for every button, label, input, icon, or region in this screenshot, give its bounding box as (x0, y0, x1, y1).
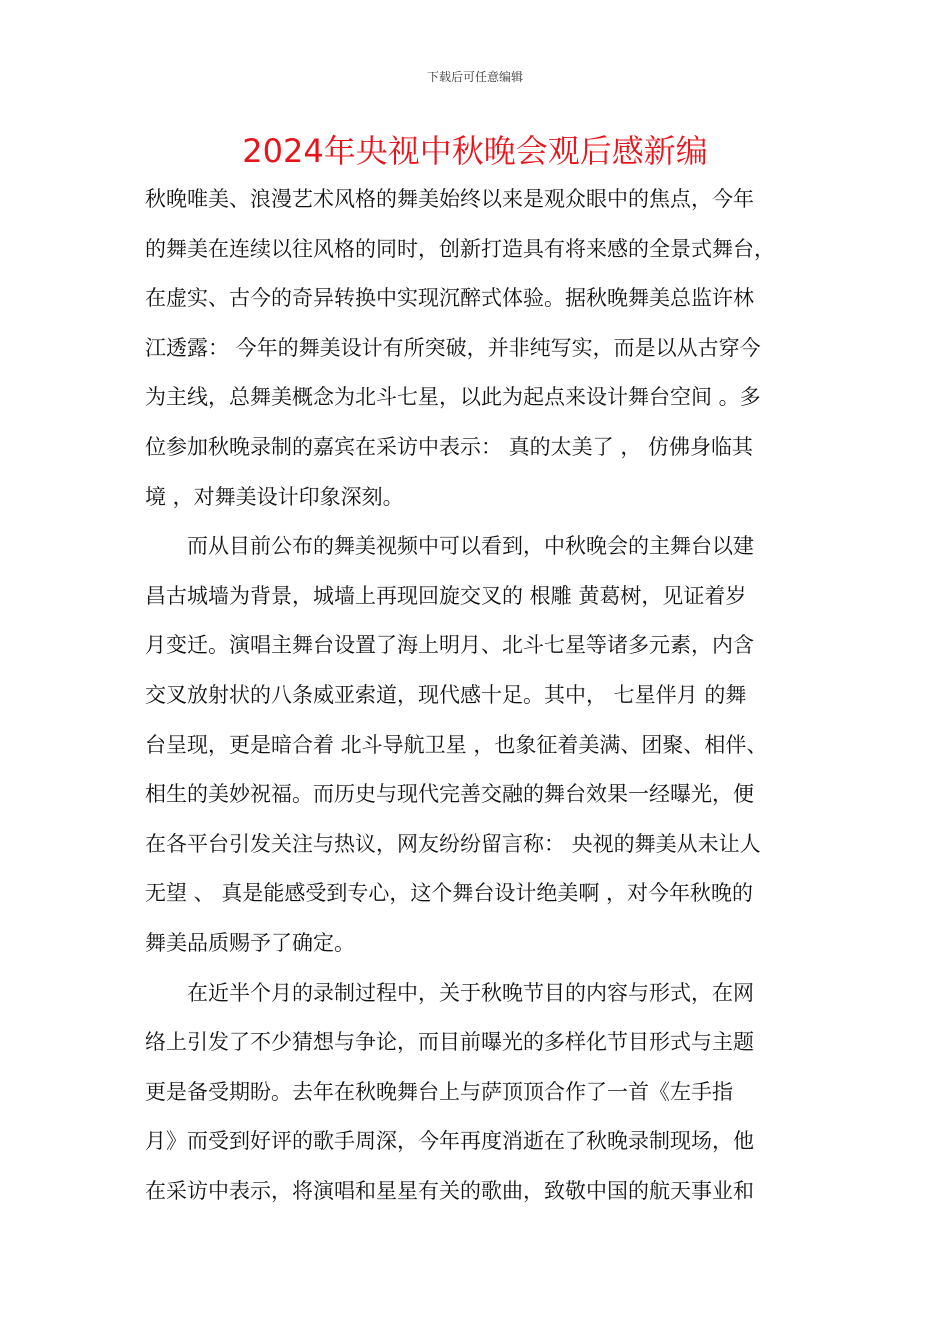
text-line: 江透露： 今年的舞美设计有所突破，并非纯写实，而是以从古穿今 (145, 335, 761, 360)
text-line: 境 ，对舞美设计印象深刻。 (145, 484, 404, 509)
paragraph-2 (145, 522, 807, 968)
text-line: 在近半个月的录制过程中，关于秋晚节目的内容与形式，在网 (187, 980, 754, 1005)
text-line: 在虚实、古今的奇异转换中实现沉醉式体验。据秋晚舞美总监许林 (145, 286, 754, 311)
text-line: 更是备受期盼。去年在秋晚舞台上与萨顶顶合作了一首《左手指 (145, 1079, 733, 1104)
paragraph-1 (145, 175, 807, 522)
text-line: 月变迁。演唱主舞台设置了海上明月、北斗七星等诸多元素，内含 (145, 633, 754, 658)
paragraph-3 (145, 969, 807, 1217)
text-line: 而从目前公布的舞美视频中可以看到，中秋晚会的主舞台以建 (187, 534, 754, 559)
document-title: 2024年央视中秋晚会观后感新编 (242, 132, 708, 170)
text-line: 月》而受到好评的歌手周深，今年再度消逝在了秋晚录制现场，他 (145, 1129, 754, 1154)
text-line: 交叉放射状的八条威亚索道，现代感十足。其中， 七星伴月 的舞 (145, 682, 747, 707)
text-line: 为主线，总舞美概念为北斗七星，以此为起点来设计舞台空间 。多 (145, 385, 761, 410)
text-line: 舞美品质赐予了确定。 (145, 930, 355, 955)
text-line: 在各平台引发关注与热议，网友纷纷留言称： 央视的舞美从未让人 (145, 831, 761, 856)
text-line: 台呈现，更是暗合着 北斗导航卫星 ，也象征着美满、团聚、相伴、 (145, 732, 768, 757)
text-line: 的舞美在连续以往风格的同时，创新打造具有将来感的全景式舞台， (145, 236, 775, 261)
text-line: 昌古城墙为背景，城墙上再现回旋交叉的 根雕 黄葛树，见证着岁 (145, 583, 747, 608)
text-line: 络上引发了不少猜想与争论，而目前曝光的多样化节目形式与主题 (145, 1030, 754, 1055)
text-line: 位参加秋晚录制的嘉宾在采访中表示： 真的太美了 ， 仿佛身临其 (145, 434, 754, 459)
text-line: 无望 、 真是能感受到专心，这个舞台设计绝美啊 ，对今年秋晚的 (145, 881, 754, 906)
text-line: 秋晚唯美、浪漫艺术风格的舞美始终以来是观众眼中的焦点，今年 (145, 187, 754, 211)
document-body (145, 175, 807, 1216)
text-line: 相生的美妙祝福。而历史与现代完善交融的舞台效果一经曝光，便 (145, 782, 754, 807)
header-note: 下载后可任意编辑 (426, 70, 523, 84)
text-line: 在采访中表示，将演唱和星星有关的歌曲，致敬中国的航天事业和 (145, 1178, 754, 1203)
